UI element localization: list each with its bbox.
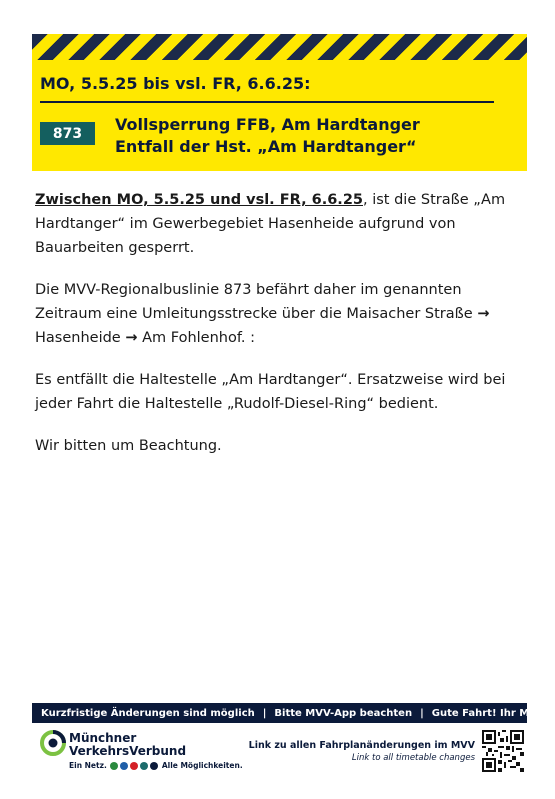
- mode-icons: [110, 762, 160, 770]
- qr-code-icon: [482, 730, 524, 772]
- line-number-badge: 873: [40, 122, 95, 145]
- footer-notice-bar: [32, 703, 548, 723]
- timetable-link-label: Link zu allen Fahrplanänderungen im MVV: [248, 740, 475, 751]
- paragraph-stop-change: Es entfällt die Haltestelle „Am Hardtanger“. Ersatzweise wird bei jeder Fahrt die Haltestelle „Rudolf-Diesel-Ring“ bedient.: [35, 372, 506, 412]
- detour-text-b: Hasenheide: [35, 330, 126, 346]
- footer-separator: |: [262, 707, 267, 719]
- logo-tagline: [69, 761, 243, 770]
- regional-train-icon: [150, 762, 158, 770]
- hazard-stripe: [32, 34, 527, 60]
- bus-icon: [140, 762, 148, 770]
- arrow-right-icon: →: [477, 306, 490, 322]
- ubahn-icon: [120, 762, 128, 770]
- header-panel: [32, 34, 527, 171]
- timetable-link-sublabel: Link to all timetable changes: [351, 753, 475, 763]
- tram-icon: [130, 762, 138, 770]
- period-text: , ist die Straße „Am Hardtanger“ im Gewerbegebiet Hasenheide aufgrund von Bauarbeiten gesperrt.: [35, 192, 506, 256]
- footer-notice-2: Bitte MVV-App beachten: [274, 707, 413, 719]
- footer-notice-3: Gute Fahrt! Ihr MVV.: [431, 707, 548, 719]
- arrow-right-icon: →: [125, 330, 138, 346]
- date-range-heading: MO, 5.5.25 bis vsl. FR, 6.6.25:: [40, 74, 311, 93]
- detour-text-c: Am Fohlenhof. :: [137, 330, 255, 346]
- logo-line-2: VerkehrsVerbund: [69, 744, 187, 758]
- tagline-start: Ein Netz.: [69, 761, 107, 770]
- mvv-logo: [40, 730, 260, 775]
- paragraph-period: [35, 188, 530, 260]
- detour-text-a: Die MVV-Regionalbuslinie 873 befährt daher im genannten Zeitraum eine Umleitungsstrecke über die Maisacher Straße: [35, 282, 478, 322]
- paragraph-detour: [35, 278, 530, 350]
- notice-body: [35, 188, 530, 476]
- notice-title: [115, 114, 420, 158]
- sbahn-icon: [110, 762, 118, 770]
- heading-divider: [40, 101, 494, 103]
- title-line-1: Vollsperrung FFB, Am Hardtanger: [115, 115, 420, 134]
- logo-wordmark: [69, 732, 186, 758]
- period-emphasis: Zwischen MO, 5.5.25 und vsl. FR, 6.6.25: [35, 192, 363, 208]
- footer-separator: |: [420, 707, 424, 719]
- mvv-logo-icon: [40, 730, 66, 756]
- footer-notice-1: Kurzfristige Änderungen sind möglich: [41, 707, 255, 719]
- title-line-2: Entfall der Hst. „Am Hardtanger“: [115, 137, 417, 156]
- paragraph-closing: Wir bitten um Beachtung.: [35, 438, 222, 454]
- logo-line-1: Münchner: [69, 731, 137, 745]
- timetable-link-block: [249, 740, 475, 763]
- tagline-end: Alle Möglichkeiten.: [161, 761, 243, 770]
